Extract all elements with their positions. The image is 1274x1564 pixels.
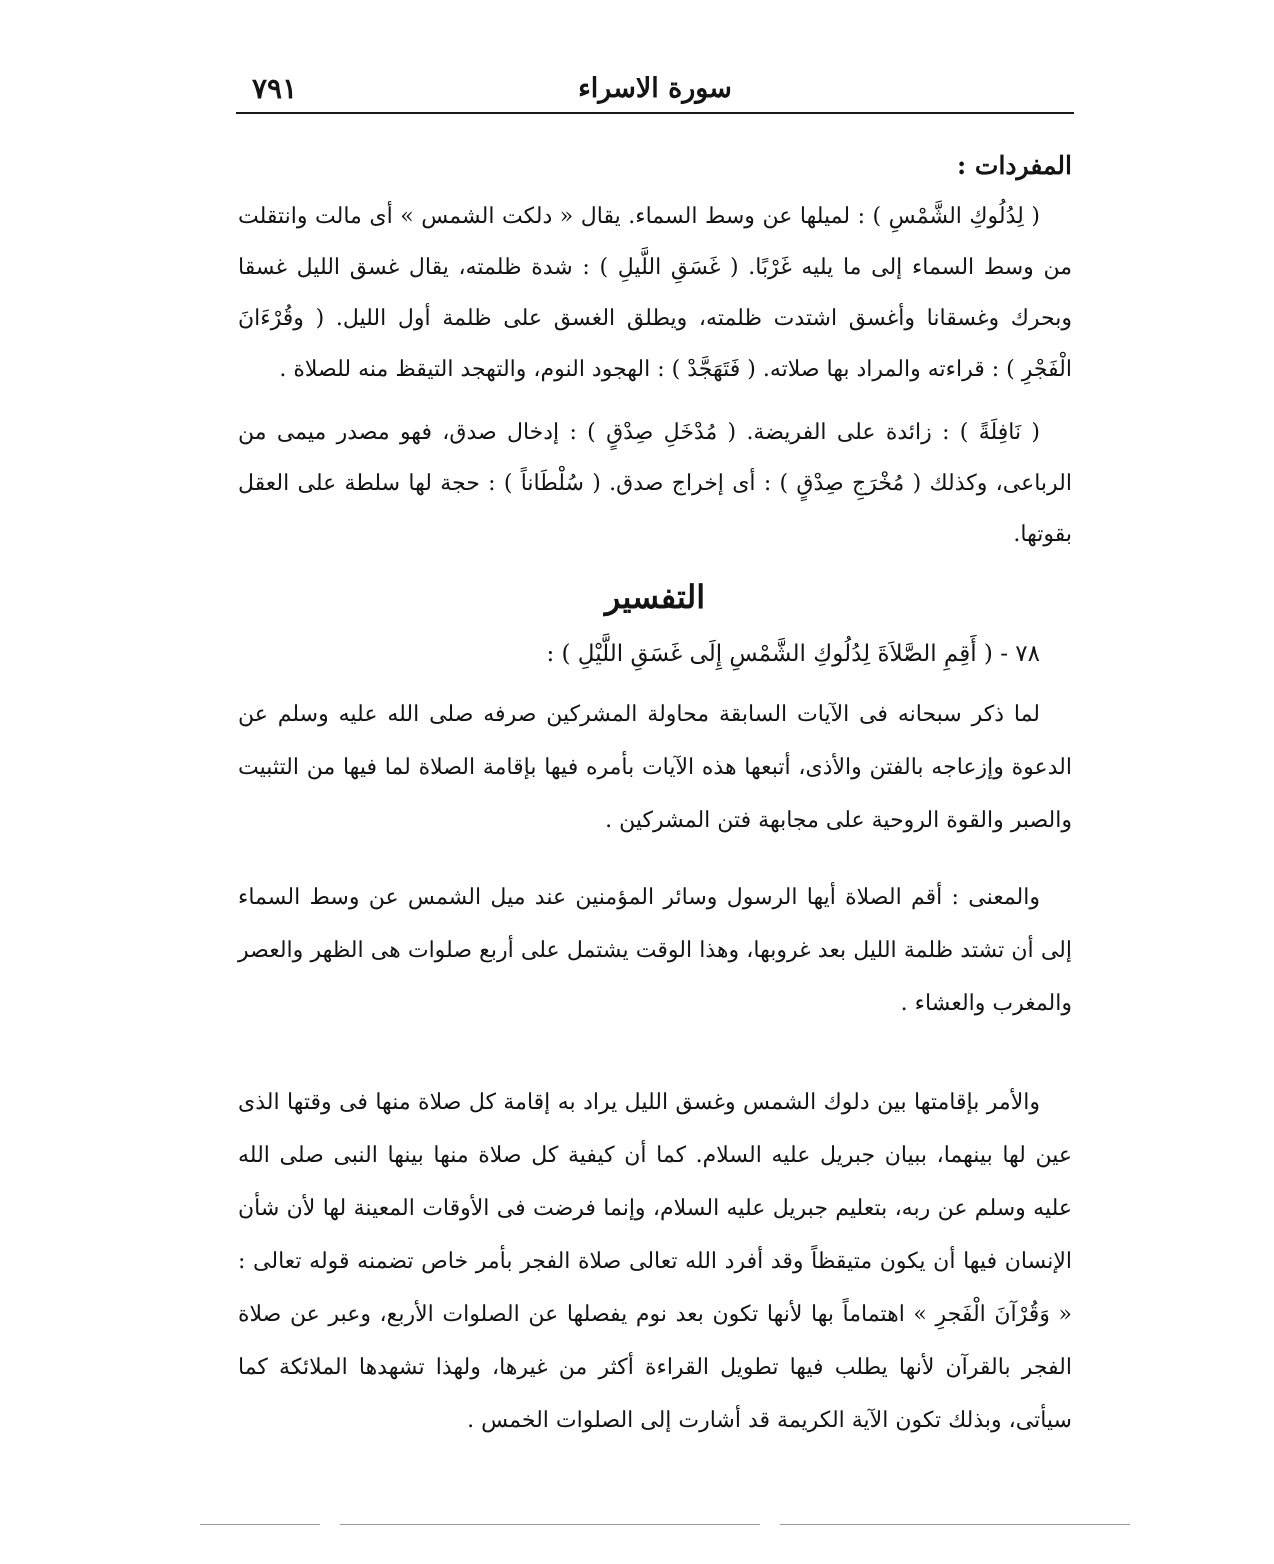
vocabulary-heading: المفردات : — [956, 151, 1072, 180]
vocabulary-paragraph: ( لِدُلُوكِ الشَّمْسِ ) : لميلها عن وسط السماء. يقال « دلكت الشمس » أى مالت وانتقلت من وسط السماء إلى ما يليه غَرْبًا. ( غَسَقِ اللَّيلِ ) : شدة ظلمته، يقال غسق الليل غسقا وبحرك وغسقانا وأغسق اشتدت ظلمته، ويطلق الغسق على ظلمة أول الليل. ( وقُرْءَانَ الْفَجْرِ ) : قراءته والمراد بها صلاته. ( فَتَهَجَّدْ ) : الهجود النوم، والتهجد التيقظ منه للصلاة . — [238, 204, 1072, 382]
tafsir-paragraph: لما ذكر سبحانه فى الآيات السابقة محاولة المشركين صرفه صلى الله عليه وسلم عن الدعوة وإزعاجه بالفتن والأذى، أتبعها هذه الآيات بأمره فيها بإقامة الصلاة لما فيها من التثبيت والصبر والقوة الروحية على مجابهة فتن المشركين . — [238, 702, 1072, 833]
verse-heading: ٧٨ - ( أَقِمِ الصَّلاَةَ لِدُلُوكِ الشَّمْسِ إِلَى غَسَقِ اللَّيْلِ ) : — [546, 641, 1040, 667]
tafsir-paragraph: والأمر بإقامتها بين دلوك الشمس وغسق الليل يراد به إقامة كل صلاة منها فى وقتها الذى عين لها بينهما، ببيان جبريل عليه السلام. كما أن كيفية كل صلاة منها بينها النبى صلى الله عليه وسلم عن ربه، بتعليم جبريل عليه السلام، وإنما فرضت فى الأوقات المعينة لها لأن شأن الإنسان فيها أن يكون متيقظاً وقد أفرد الله تعالى صلاة الفجر بأمر خاص تضمنه قوله تعالى : « وَقُرْآنَ الْفَجرِ » اهتماماً بها لأنها تكون بعد نوم يفصلها عن الصلوات الأربع، وعبر عن صلاة الفجر بالقرآن لأنها يطلب فيها تطويل القراءة أكثر من غيرها، ولهذا تشهدها الملائكة كما سيأتى، وبذلك تكون الآية الكريمة قد أشارت إلى الصلوات الخمس . — [238, 1090, 1072, 1433]
tafsir-heading: التفسير — [604, 578, 706, 616]
page-header — [236, 70, 1074, 110]
page-title: سورة الاسراء — [578, 73, 732, 104]
page-number: ٧٩١ — [252, 72, 298, 105]
page-content — [238, 145, 1072, 1447]
vocabulary-paragraph: ( نَافِلَةً ) : زائدة على الفريضة. ( مُدْخَلِ صِدْقٍ ) : إدخال صدق، فهو مصدر ميمى من الرباعى، وكذلك ( مُخْرَجِ صِدْقٍ ) : أى إخراج صدق. ( سُلْطَاناً ) : حجة لها سلطة على العقل بقوتها. — [238, 420, 1072, 547]
footer-divider — [200, 1524, 320, 1525]
header-divider — [236, 112, 1074, 114]
tafsir-paragraph: والمعنى : أقم الصلاة أيها الرسول وسائر المؤمنين عند ميل الشمس عن وسط السماء إلى أن تشتد ظلمة الليل بعد غروبها، وهذا الوقت يشتمل على أربع صلوات هى الظهر والعصر والمغرب والعشاء . — [238, 885, 1072, 1016]
footer-divider — [340, 1524, 760, 1525]
footer-divider — [780, 1524, 1130, 1525]
